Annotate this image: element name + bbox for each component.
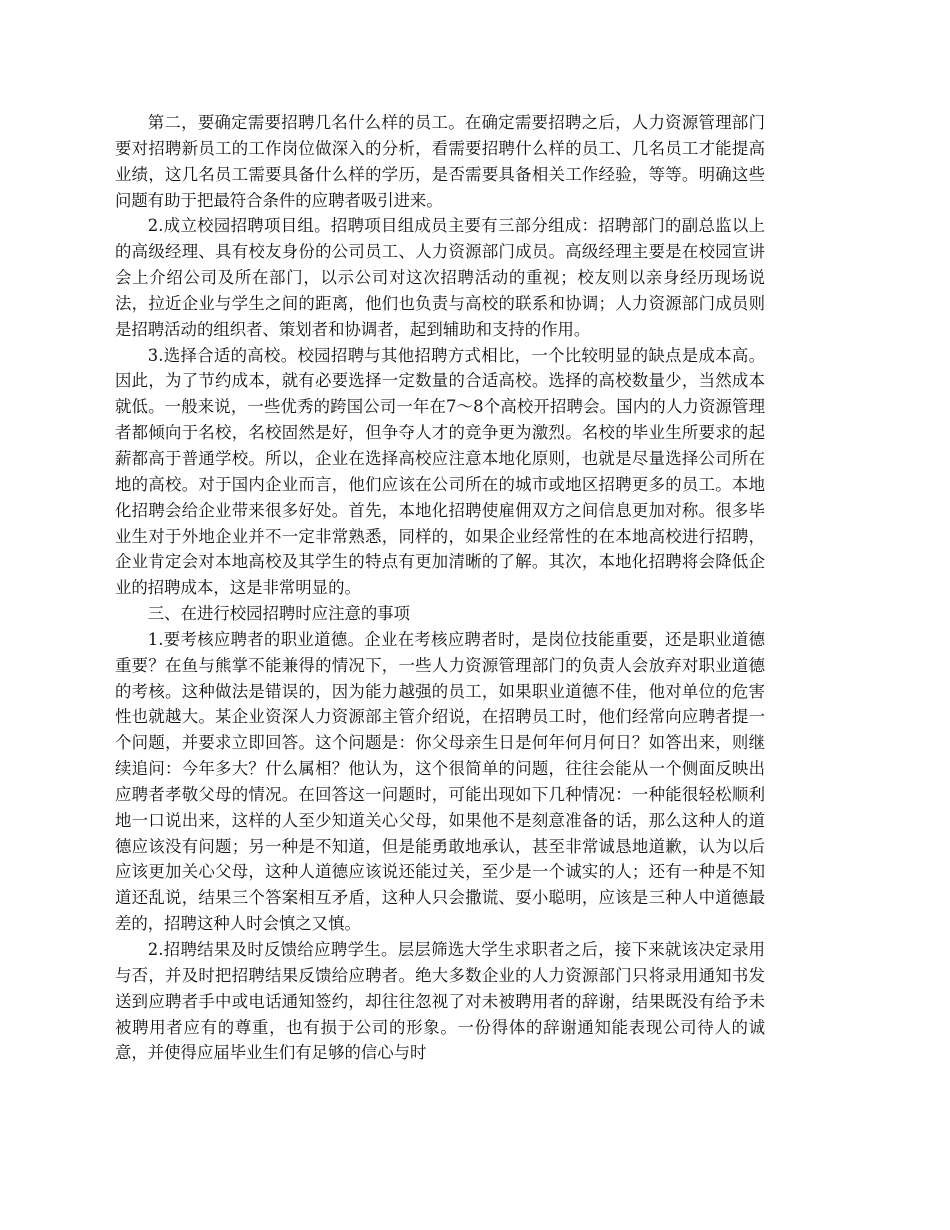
paragraph-timely-feedback: 2.招聘结果及时反馈给应聘学生。层层筛选大学生求职者之后，接下来就该决定录用与否，并及时把招聘结果反馈给应聘者。绝大多数企业的人力资源部门只将录用通知书发送到应聘者手中或电话通知签约，却往往忽视了对未被聘用者的辞谢，结果既没有给予未被聘用者应有的尊重，也有损于公司的形象。一份得体的辞谢通知能表现公司待人的诚意，并使得应届毕业生们有足够的信心与时 [115,940,765,1063]
paragraph-professional-ethics: 1.要考核应聘者的职业道德。企业在考核应聘者时，是岗位技能重要，还是职业道德重要？在鱼与熊掌不能兼得的情况下，一些人力资源管理部门的负责人会放弃对职业道德的考核。这种做法是错误的，因为能力越强的员工，如果职业道德不佳，他对单位的危害性也就越大。某企业资深人力资源部主管介绍说，在招聘员工时，他们经常向应聘者提一个问题，并要求立即回答。这个问题是：你父母亲生日是何年何月何日？如答出来，则继续追问：今年多大？什么属相？他认为，这个很简单的问题，往往会能从一个侧面反映出应聘者孝敬父母的情况。在回答这一问题时，可能出现如下几种情况：一种能很轻松顺利地一口说出来，这样的人至少知道关心父母，如果他不是刻意准备的话，那么这种人的道德应该没有问题；另一种是不知道，但是能勇敢地承认，甚至非常诚恳地道歉，认为以后应该更加关心父母，这种人道德应该说还能过关，至少是一个诚实的人；还有一种是不知道还乱说，结果三个答案相互矛盾，这种人只会撒谎、耍小聪明，应该是三种人中道德最差的，招聘这种人时会慎之又慎。 [115,629,765,934]
paragraph-project-team: 2.成立校园招聘项目组。招聘项目组成员主要有三部分组成：招聘部门的副总监以上的高级经理、具有校友身份的公司员工、人力资源部门成员。高级经理主要是在校园宣讲会上介绍公司及所在部门，以示公司对这次招聘活动的重视；校友则以亲身经历现场说法，拉近企业与学生之间的距离，他们也负责与高校的联系和协调；人力资源部门成员则是招聘活动的组织者、策划者和协调者，起到辅助和支持的作用。 [115,216,765,339]
paragraph-staff-requirements: 第二，要确定需要招聘几名什么样的员工。在确定需要招聘之后，人力资源管理部门要对招聘新员工的工作岗位做深入的分析，看需要招聘什么样的员工、几名员工才能提高业绩，这几名员工需要具备什么样的学历，是否需要具备相关工作经验，等等。明确这些问题有助于把最符合条件的应聘者吸引进来。 [115,113,765,210]
paragraph-select-universities: 3.选择合适的高校。校园招聘与其他招聘方式相比，一个比较明显的缺点是成本高。因此，为了节约成本，就有必要选择一定数量的合适高校。选择的高校数量少，当然成本就低。一般来说，一些优秀的跨国公司一年在7～8个高校开招聘会。国内的人力资源管理者都倾向于名校，名校固然是好，但争夺人才的竞争更为激烈。名校的毕业生所要求的起薪都高于普通学校。所以，企业在选择高校应注意本地化原则，也就是尽量选择公司所在地的高校。对于国内企业而言，他们应该在公司所在的城市或地区招聘更多的员工。本地化招聘会给企业带来很多好处。首先，本地化招聘使雇佣双方之间信息更加对称。很多毕业生对于外地企业并不一定非常熟悉，同样的，如果企业经常性的在本地高校进行招聘，企业肯定会对本地高校及其学生的特点有更加清晰的了解。其次，本地化招聘将会降低企业的招聘成本，这是非常明显的。 [115,345,765,598]
document-body [115,110,765,1066]
section-heading-precautions: 三、在进行校园招聘时应注意的事项 [147,604,411,624]
